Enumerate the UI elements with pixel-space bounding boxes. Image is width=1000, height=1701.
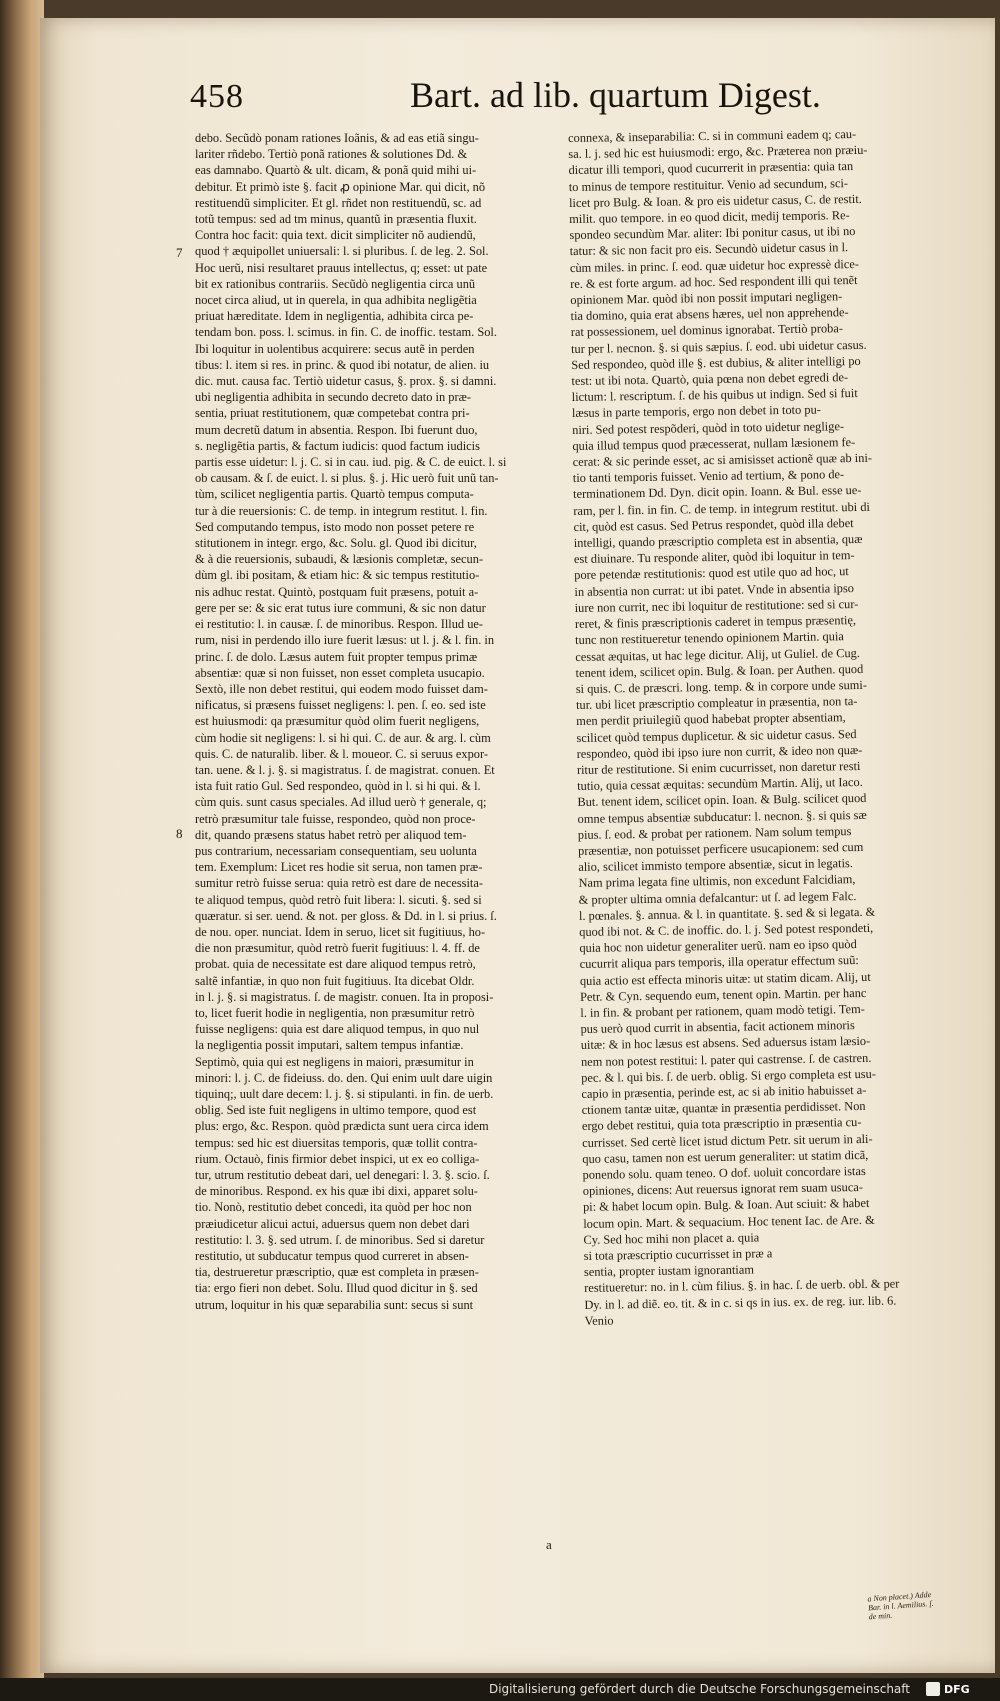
right-column-line: terminationem Dd. Dyn. dicit opin. Ioann. & Bul. esse ue-: [572, 483, 862, 502]
right-column-line: But. tenent idem, scilicet opin. Ioan. & Bulg. scilicet quod: [577, 791, 867, 810]
right-column-line: tia domino, quia erat absens hæres, uel non apprehende-: [570, 305, 849, 324]
left-column-line: ubi negligentia adhibita in secundo decreto dato in præ-: [195, 390, 471, 405]
left-column-line: nificatus, si præsens fuisset negligens: l. pen. ſ. eo. sed iste: [195, 698, 486, 713]
right-column-line: Cy. Sed hoc mihi non placet a. quia: [583, 1230, 760, 1247]
margin-number-8: 8: [176, 826, 183, 841]
right-column-line: spondeo secundùm Mar. aliter: Ibi ponitur casus, ut ibi no: [569, 224, 856, 243]
right-column-line: quod ibi not. & C. de inoffic. do. l. j. Sed potest respondeti,: [579, 920, 874, 939]
right-column-line: Petr. & Cyn. sequendo eum, tenent opin. Martin. per hanc: [580, 985, 867, 1004]
marginal-annotation: a Non placet.) Adde Bar. in l. Aemilius. ſ. de min.: [867, 1590, 934, 1622]
left-column-line: Ibi loquitur in uolentibus acquirere: secus autẽ in perden: [195, 341, 475, 356]
right-column-line: licet pro Bulg. & Ioan. & pro eis uidetur casus, C. de restit.: [568, 191, 862, 210]
left-column-line: de minoribus. Respond. ex his quæ ibi dixi, apparet solu-: [195, 1184, 478, 1199]
right-column-line: si tota præscriptio cucurrisset in præ a: [583, 1246, 773, 1263]
right-column-line: test: ut ibi nota. Quartò, quia pœna non debet egredi de-: [571, 370, 849, 389]
left-column-line: tibus: l. item si res. in princ. & quod ibi notatur, de alien. iu: [195, 357, 490, 372]
digitization-credit: Digitalisierung gefördert durch die Deutsche Forschungsgemeinschaft: [488, 1682, 910, 1696]
right-column-line: locum opin. Mart. & sequacium. Hoc tenent Iac. de Are. &: [583, 1212, 875, 1231]
right-column-line: opiniones, dicens: Aut reuersus ignorat rem suam usuca-: [582, 1180, 863, 1199]
right-column-line: Nam prima legata fine ultimis, non excedunt Falcidiam,: [578, 872, 856, 891]
right-column-line: opinionem Mar. quòd ibi non possit imputari negligen-: [570, 289, 843, 308]
margin-number-7: 7: [176, 245, 183, 260]
left-column-line: quis. C. de naturalib. liber. & l. moueor. C. si seruus expor-: [195, 746, 488, 761]
left-column-line: pus contrarium, necessariam consequentiam, seu uolunta: [195, 843, 477, 858]
left-column-line: quæratur. si ser. uend. & not. per gloss. & Dd. in l. si prius. ſ.: [195, 908, 497, 923]
right-column-line: connexa, & inseparabilia: C. si in communi eadem q; cau-: [568, 126, 857, 145]
left-column-line: Septimò, quia qui est negligens in maiori, præsumitur in: [195, 1054, 474, 1069]
right-column-line: sentia, propter iustam ignorantiam: [583, 1262, 755, 1280]
left-column-line: rium. Octauò, finis firmior debet inspici, ut ex eo colliga-: [195, 1151, 480, 1166]
right-column-line: iure non currit, nec ibi loquitur de restitutione: sed si cur-: [574, 596, 859, 615]
right-column-line: est diuinare. Tu responde aliter, quòd ibi loquitur in tem-: [573, 548, 855, 567]
left-column-line: probat. quia de necessitate est dare aliquod tempus retrò,: [195, 957, 476, 972]
left-column-line: restitutio: l. 3. §. sed utrum. ſ. de minoribus. Sed si daretur: [195, 1232, 485, 1247]
right-column-line: ctionem tantæ uitæ, quantæ in præsentia perdidisset. Non: [581, 1099, 866, 1118]
left-column-line: utrum, loquitur in his quæ separabilia sunt: secus si sunt: [195, 1297, 474, 1312]
left-column-line: sumitur retrò fuisse serua: quia retrò est dare de necessita-: [195, 876, 483, 891]
dfg-logo-icon: [926, 1682, 940, 1696]
left-column-line: est huiusmodi: qa præsumitur quòd olim fuerit negligens,: [195, 714, 480, 729]
right-column-line: uitæ: & in hoc læsus est absens. Sed aduersus istam læsio-: [580, 1034, 871, 1053]
left-column-line: debo. Secũdò ponam rationes Ioãnis, & ad eas etiã singu-: [195, 131, 479, 145]
right-column-line: pius. ſ. eod. & probat per rationem. Nam solum tempus: [577, 823, 852, 842]
left-column-line: die non præsumitur, quòd retrò fuerit fugitiuus: l. 4. ff. de: [195, 941, 480, 956]
left-column-line: Contra hoc facit: quia text. dicit simpliciter nõ audiendũ,: [195, 228, 476, 243]
right-column-line: quia hoc non uidetur generaliter uerũ. nam eo ipso quòd: [579, 937, 857, 956]
left-column-line: Sextò, ille non debet restitui, qui eodem modo fuisset dam-: [195, 681, 488, 696]
right-column-line: pi: & habet locum opin. Bulg. & Ioan. Aut sciuit: & habet: [582, 1196, 870, 1215]
left-column-line: absentiæ: quæ si non fuisset, non esset completa usucapio.: [195, 665, 485, 680]
left-column-line: tur, utrum restitutio debeat dari, uel denegari: l. 3. §. scio. ſ.: [195, 1168, 490, 1182]
left-column-line: dit, quando præsens status habet retrò per aliquod tem-: [195, 827, 467, 842]
left-column-line: s. negligẽtia partis, & factum iudicis: quod factum iudicis: [195, 438, 480, 453]
right-column-line: men perdit priuilegiũ quod habebat propter absentiam,: [576, 710, 846, 729]
right-column-line: ergo debet restitui, quia tota præscriptio in præsentia cu-: [581, 1115, 862, 1134]
left-column-line: tan. uene. & l. j. §. si magistratus. ſ. de magistrat. conuen. Et: [195, 762, 495, 777]
right-column-line: tunc non restitueretur tenendo opinionem Martin. quia: [575, 629, 844, 648]
left-column-line: ob causam. & ſ. de euict. l. si plus. §. j. Hic uerò fuit unũ tan-: [195, 471, 499, 486]
left-column-line: la negligentia possit imputari, saltem tempus infantiæ.: [195, 1038, 464, 1053]
left-column-line: præiudicetur alicui actui, aduersus quem non debet dari: [195, 1216, 470, 1231]
right-column-line: si quis. C. de præscri. long. temp. & in corpore unde sumi-: [575, 677, 868, 696]
left-column-line: tur à die reuersionis: C. de temp. in integrum restitut. l. fin.: [195, 503, 488, 518]
dfg-logo-text: DFG: [944, 1682, 970, 1696]
left-column-line: nocet circa aliud, ut in querela, in qua adhibita negligẽtia: [195, 293, 477, 308]
right-column-line: nem non potest restitui: l. pater qui castrense. ſ. de castren.: [580, 1050, 872, 1069]
left-column-line: cùm quis. sunt casus speciales. Ad illud uerò † generale, q;: [195, 795, 487, 810]
left-column-line: tiquinq;, uult dare decem: l. j. §. si stipulanti. in fin. de uerb.: [195, 1086, 494, 1101]
right-column-line: tio tanti temporis fuisset. Venio ad tertium, & pono de-: [572, 467, 845, 486]
left-column-line: ei restitutio: l. in causæ. ſ. de minoribus. Respon. Illud ue-: [195, 617, 484, 632]
left-column-line: minori: l. j. C. de fideiuss. do. den. Qui enim uult dare uigin: [195, 1070, 493, 1085]
right-column-line: tenent idem, scilicet opin. Bulg. & Ioan. per Authen. quod: [575, 661, 864, 680]
right-column-line: currisset. Sed certè licet istud dictum Petr. sit uerum in ali-: [582, 1131, 873, 1150]
right-column-line: to minus de tempore restituitur. Venio ad secundum, sci-: [568, 175, 849, 194]
right-column-line: cùm miles. in princ. ſ. eod. quæ uidetur hoc expressè dice-: [569, 256, 860, 275]
left-column-line: tio. Nonò, restitutio debet concedi, ita quòd per hoc non: [195, 1200, 472, 1215]
left-column-line: tem. Exemplum: Licet res hodie sit serua, non tamen præ-: [195, 860, 483, 875]
left-column-line: bit ex rationibus contrariis. Secũdò negligentia circa unũ: [195, 276, 476, 291]
right-column-line: Sed respondeo, quòd ille §. est dubius, & aliter intelligi po: [571, 353, 861, 372]
right-column-line: læsus in parte temporis, ergo non debet in toto pu-: [571, 402, 821, 421]
right-column-line: ritur de restitutione. Si enim cucurrisset, non daretur resti: [576, 758, 861, 777]
left-column-line: oblig. Sed iste fuit negligens in ultimo tempore, quod est: [195, 1103, 477, 1118]
left-column-line: fuisse negligens: quia est dare aliquod tempus, in quo nul: [195, 1022, 480, 1037]
left-text-column: [195, 130, 550, 1313]
right-column-line: tutio, quia cessat æquitas: secundùm Martin. Alij, ut Iaco.: [577, 775, 863, 794]
right-column-line: Dy. in l. ad diẽ. eo. tit. & in c. si qs in ius. ex. de reg. iur. lib. 6.: [584, 1293, 897, 1312]
right-column-line: lictum: l. rescriptum. ſ. de his quibus ut indign. Sed si fuit: [571, 386, 858, 405]
left-column-line: ista fuit ratio Gul. Sed respondeo, quòd in l. si hi qui. & l.: [195, 779, 481, 794]
right-column-line: intelligi, quando præscriptio completa est in absentia, quæ: [573, 532, 863, 551]
right-column-line: tur. ubi licet præscriptio compleatur in præsentia, non ta-: [575, 694, 858, 713]
right-text-column: [568, 125, 941, 1329]
left-column-line: in l. j. §. si magistratus. ſ. de magistr. conuen. Ita in proposi-: [195, 989, 494, 1004]
left-column-line: sentia, priuat restitutionem, quæ competebat contra pri-: [195, 406, 470, 421]
right-column-line: pec. & l. qui bis. ſ. de uerb. oblig. Si ergo completa est usu-: [581, 1066, 877, 1085]
margin-letter-a: a: [546, 1537, 552, 1552]
right-column-line: cit, quòd est casus. Sed Petrus respondet, quòd illa debet: [573, 515, 854, 534]
left-column-line: tempus: sed hic est diuersitas temporis, quæ tollit contra-: [195, 1135, 478, 1150]
right-column-line: niri. Sed potest respõderi, quòd in toto uidetur neglige-: [572, 418, 845, 437]
right-column-line: tatur: & sic non facit pro eis. Secundò uidetur casus in l.: [569, 240, 849, 259]
left-column-line: to, licet fuerit hodie in negligentia, non præsumitur retrò: [195, 1005, 475, 1020]
right-column-line: milit. quo tempore. in eo quod dicit, medij temporis. Re-: [569, 208, 850, 227]
right-column-line: re. & est forte argum. ad hoc. Sed respondent illi qui tenẽt: [570, 272, 858, 291]
left-column-line: tia: ergo fieri non debet. Solu. Illud quod dicitur in §. sed: [195, 1281, 478, 1296]
left-column-line: eas damnabo. Quartò & ult. dicam, & ponã quid mihi ui-: [195, 163, 477, 178]
right-column-line: sa. l. j. sed hic est huiusmodi: ergo, &c. Præterea non præiu-: [568, 143, 868, 162]
left-column-line: gere per se: & sic erat tutus iure communi, & sic non datur: [195, 600, 486, 615]
left-column-line: Hoc uerũ, nisi resultaret prauus intellectus, q; esset: ut pate: [195, 260, 488, 275]
left-column-line: dic. mut. causa fac. Tertiò uidetur casus, §. prox. §. si damni.: [195, 374, 497, 389]
right-column-line: cessat æquitas, ut hac lege dicitur. Alij, ut Guliel. de Cug.: [575, 645, 861, 664]
right-column-line: l. in fin. & probant per rationem, quam modò tetigi. Tem-: [580, 1001, 865, 1020]
left-column-line: de nou. oper. nunciat. Idem in seruo, licet sit fugitiuus, ho-: [195, 924, 486, 939]
left-column-line: tendam bon. poss. l. scimus. in fin. C. de inoffic. testam. Sol.: [195, 325, 497, 340]
right-column-line: l. pœnales. §. annua. & l. in quantitate. §. sed & si legata. &: [578, 904, 876, 923]
left-column-line: retrò præsumitur tale fuisse, respondeo, quòd non proce-: [195, 811, 476, 826]
right-column-line: quo casu, tamen non est uerum generaliter: ut statim dicã,: [582, 1147, 869, 1166]
left-column-line: dùm gl. ibi positam, & etiam hic: & sic tempus restitutio-: [195, 568, 480, 583]
right-column-line: cucurrit aliqua pars temporis, illa operatur effectum suũ:: [579, 953, 859, 972]
right-column-line: capio in præsentia, perinde est, ac si ab initio habuisset a-: [581, 1082, 867, 1101]
left-column-line: debitur. Et primò iste §. facit ꝓ opinione Mar. qui dicit, nõ: [195, 179, 486, 194]
left-column-line: Sed computando tempus, isto modo non posset petere re: [195, 519, 475, 534]
left-column-line: tia, destrueretur præscriptio, quæ est completa in præsen-: [195, 1265, 479, 1280]
right-column-line: respondeo, quòd ibi ipso iure non currit, & ideo non quæ-: [576, 742, 863, 761]
left-column-line: restitutio, ut subducatur tempus quod curreret in absen-: [195, 1249, 469, 1264]
left-column-line: mum decretũ datum in absentia. Respon. Ibi fuerunt duo,: [195, 422, 478, 437]
right-column-line: scilicet quòd tempus duplicetur. & sic uidetur casus. Sed: [576, 726, 857, 745]
right-column-line: tur per l. necnon. §. si quis sæpius. ſ. eod. ubi uidetur casus.: [570, 337, 867, 356]
right-column-line: pus uerò quod currit in absentia, facit actionem minoris: [580, 1018, 855, 1037]
right-column-line: rat possessionem, uel dominus ignorabat. Tertiò proba-: [570, 321, 844, 340]
left-column-line: plus: ergo, &c. Respon. quòd prædicta sunt uera circa idem: [195, 1119, 489, 1134]
left-column-line: rum, nisi in perdendo illo iure fuerit læsus: ut l. j. & l. fin. in: [195, 633, 495, 648]
right-column-line: quia actio est effecta minoris uitæ: ut statim dicam. Alij, ut: [579, 969, 871, 988]
left-column-line: stitutionem in integr. ergo, &c. Solu. gl. Quod ibi dicitur,: [195, 536, 477, 551]
left-column-line: lariter rñdebo. Tertiò ponã rationes & solutiones Dd. &: [195, 147, 468, 162]
right-column-line: ram, per l. fin. in fin. C. de temp. in integrum restitut. ubi di: [573, 499, 871, 518]
left-column-line: princ. ſ. de dolo. Læsus autem fuit propter tempus primæ: [195, 649, 478, 664]
left-column-line: cùm hodie sit negligens: l. si hi qui. C. de aur. & arg. l. cùm: [195, 730, 491, 745]
right-column-line: præsentiæ, non potuisset perficere usucapionem: sed cum: [577, 839, 864, 858]
left-column-line: partis esse uidetur: l. j. C. si in cau. iud. pig. & C. de euict. l. si: [195, 455, 507, 470]
right-column-line: ponendo solu. quam teneo. O dof. uoluit concordare istas: [582, 1163, 866, 1182]
right-column-line: & propter ultima omnia defalcantur: ut ſ. ad legem Falc.: [578, 888, 857, 907]
left-column-line: saltẽ infantiæ, in quo non fuit fugitiuus. Ita dicebat Oldr.: [195, 973, 475, 988]
left-column-line: & à die reuersionis, subaudi, & læsionis completæ, secun-: [195, 552, 484, 567]
right-column-line: cerat: & sic perinde esset, ac si amisisset actionẽ quæ ab ini-: [572, 450, 873, 470]
right-column-line: alio, scilicet immisto tempore absentiæ, sicut in legatis.: [578, 856, 853, 875]
left-column-line: totũ tempus: sed ad tm minus, quantũ in præsentia fluxit.: [195, 212, 477, 227]
right-column-line: Venio: [584, 1313, 614, 1328]
right-column-line: pore petendæ restitutionis: quod est utile quo ad hoc, ut: [574, 564, 849, 583]
right-column-line: quia illud tempus quod præcesserat, nullam læsionem fe-: [572, 434, 856, 453]
left-column-line: tùm, scilicet negligentia partis. Quartò tempus computa-: [195, 487, 474, 502]
right-column-line: in absentia non currat: ut ibi patet. Vnde in absentia ipso: [574, 580, 855, 599]
right-column-line: restitueretur: no. in l. cùm filius. §. in hac. ſ. de uerb. obl. & per: [584, 1276, 900, 1296]
left-column-line: quod † æquipollet uniuersali: l. si pluribus. ſ. de leg. 2. Sol.: [195, 244, 489, 259]
right-column-line: reret, & finis præscriptionis caderet in tempus præsentię,: [574, 613, 857, 632]
dfg-logo: [926, 1681, 986, 1697]
left-column-line: restituendũ simpliciter. Et gl. rñdet non restituendũ, sc. ad: [195, 195, 482, 210]
book-edge: [0, 0, 44, 1701]
right-column-line: dicatur illi tempori, quod cucurrerit in præsentia: quia tan: [568, 159, 854, 178]
left-column-line: te aliquod tempus, quòd retrò fuit libera: l. sicuti. §. sed si: [195, 892, 482, 907]
page-number: 458: [190, 78, 244, 115]
right-column-line: omne tempus absentiæ subducatur: l. necnon. §. si quis sæ: [577, 807, 867, 826]
running-head: Bart. ad lib. quartum Digest.: [410, 75, 821, 115]
left-column-line: nis adhuc restat. Quintò, postquam fuit præsens, potuit a-: [195, 584, 479, 599]
left-column-line: priuat hæreditate. Idem in negligentia, adhibita circa pe-: [195, 309, 474, 324]
